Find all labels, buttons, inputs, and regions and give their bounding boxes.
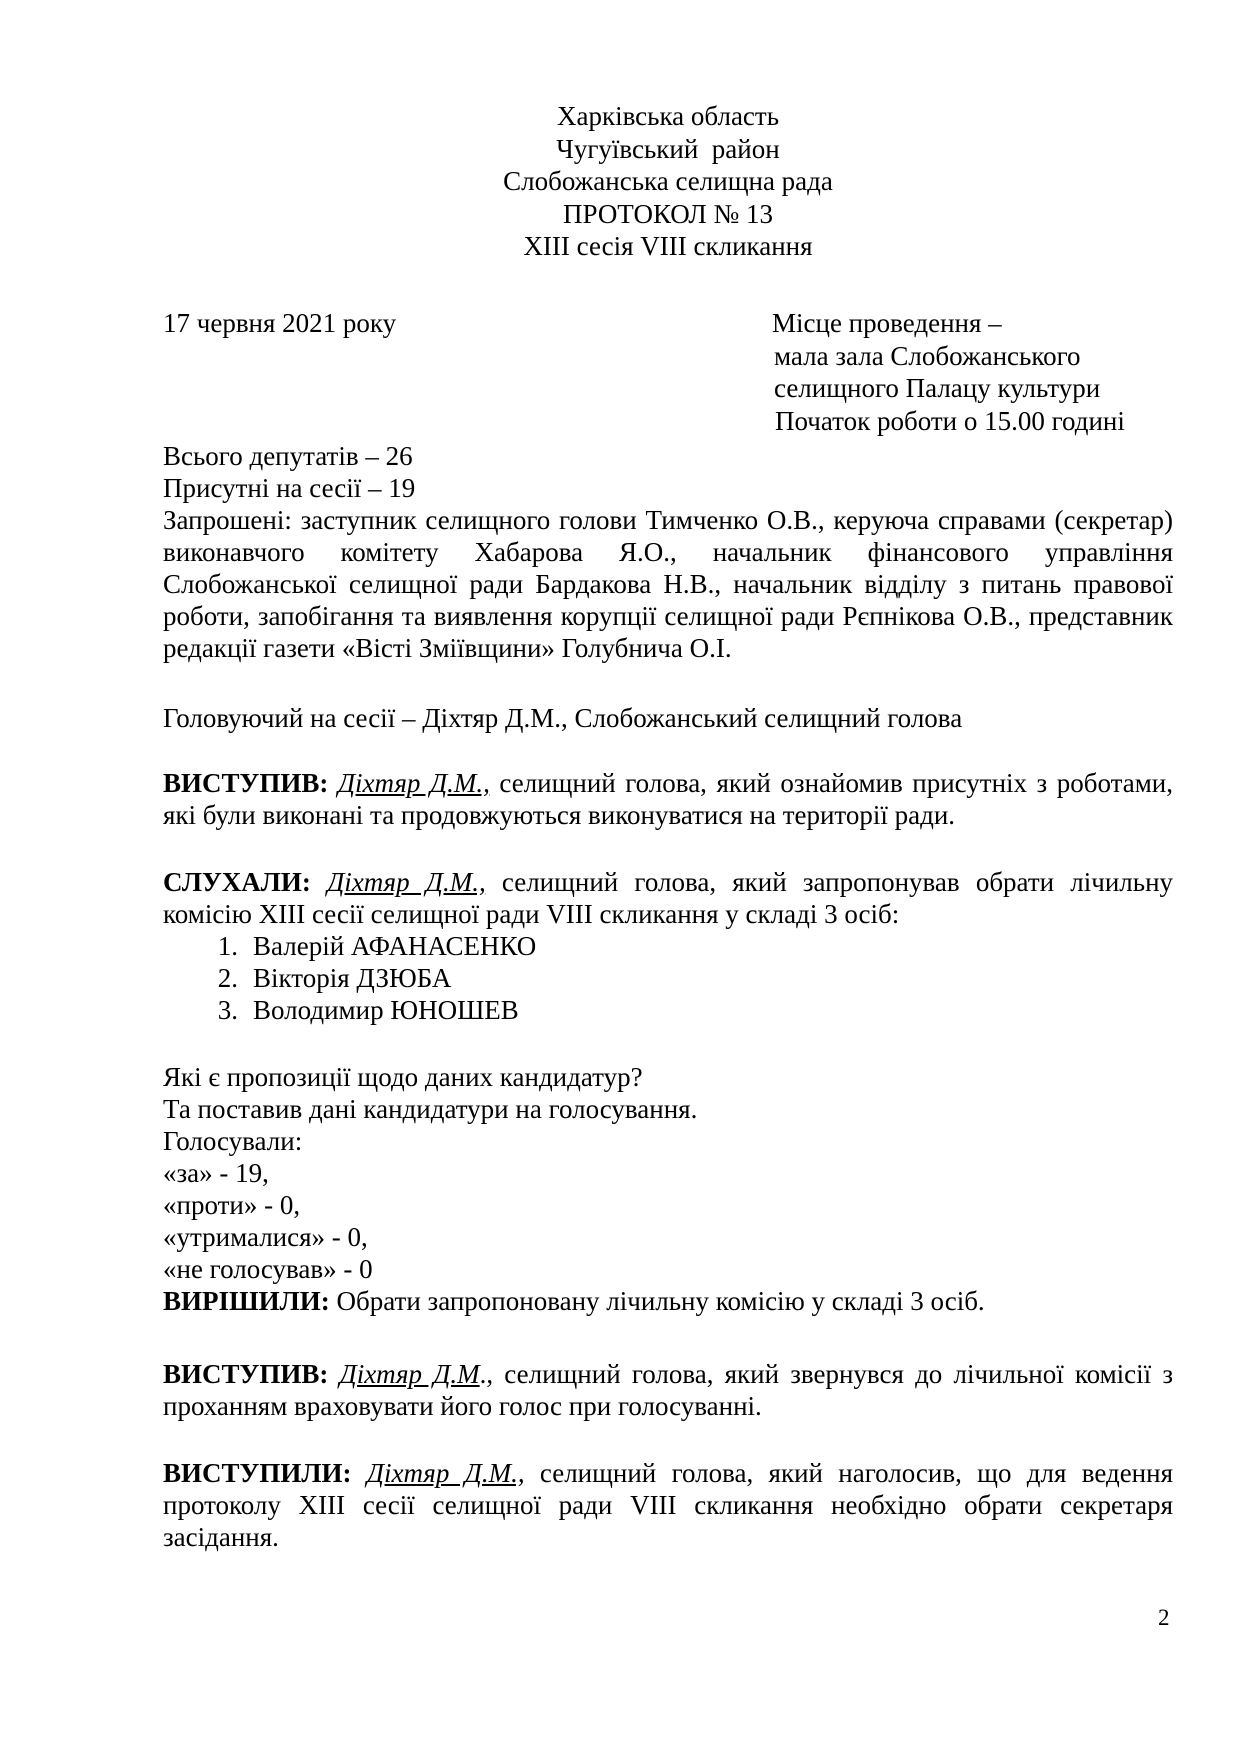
venue-line-3: селищного Палацу культури: [774, 373, 1101, 403]
item-text: ., селищний голова, який звернувся до лічильної комісії з проханням враховувати його голос при голосуванні.: [163, 1359, 1174, 1421]
list-number: 2.: [217, 963, 238, 993]
list-item: [163, 994, 1173, 1026]
speech-item-3: [163, 1358, 1173, 1422]
vote-block: [163, 1061, 1173, 1317]
chair-line: Головуючий на сесії – Діхтяр Д.М., Слобожанський селищний голова: [163, 703, 963, 733]
total-deputies: Всього депутатів – 26: [163, 441, 413, 471]
venue-block: [772, 307, 1125, 437]
item-label: СЛУХАЛИ:: [163, 867, 311, 897]
list-number: 1.: [217, 931, 238, 961]
decision-label: ВИРІШИЛИ:: [163, 1286, 330, 1316]
protocol-title: ПРОТОКОЛ № 13: [562, 198, 774, 229]
vote-question: Які є пропозиції щодо даних кандидатур?: [163, 1062, 643, 1092]
venue-line-1: Місце проведення –: [772, 308, 1002, 338]
meeting-date: 17 червня 2021 року: [163, 308, 397, 338]
invited-paragraph: Запрошені: заступник селищного голови Тимченко О.В., керуюча справами (секретар) виконавчого комітету Хабарова Я.О., начальник фінансового управління Слобожанської селищної ради Бардакова Н.В., начальник відділу з питань правової роботи, запобігання та виявлення корупції селищної ради Рєпнікова О.В., представник редакції газети «Вісті Зміївщини» Голубнича О.І.: [163, 505, 1173, 663]
vote-heading: Голосували:: [163, 1126, 303, 1156]
district-line: Чугуївський район: [556, 133, 780, 164]
venue-line-2: мала зала Слобожанського: [774, 340, 1081, 371]
vote-for: «за» - 19,: [163, 1158, 269, 1188]
list-item: [163, 962, 1173, 994]
candidate-name: Володимир ЮНОШЕВ: [253, 995, 519, 1025]
item-text: селищний голова, який наголосив, що для ведення протоколу XIII сесії селищної ради VIII скликання необхідно обрати секретаря засідання.: [163, 1458, 1173, 1552]
document-header: [163, 100, 1173, 263]
speaker-name: Діхтяр Д.М.,: [366, 1458, 525, 1488]
present-deputies: Присутні на сесії – 19: [163, 473, 416, 503]
item-text: селищний голова, який ознайомив присутніх з роботами, які були виконані та продовжуються виконуватися на території ради.: [163, 768, 1174, 830]
item-label: ВИСТУПИВ:: [163, 1359, 329, 1389]
list-number: 3.: [217, 995, 238, 1025]
speaker-name: Діхтяр Д.М.,: [327, 867, 486, 897]
candidate-name: Валерій АФАНАСЕНКО: [253, 931, 537, 961]
speaker-name: Діхтяр Д.М.,: [337, 768, 490, 798]
decision-line: [163, 1285, 1173, 1317]
heard-paragraph: [163, 866, 1173, 930]
page-number: 2: [1158, 1605, 1170, 1630]
list-item: [163, 930, 1173, 962]
vote-novote: «не голосував» - 0: [163, 1254, 373, 1284]
item-text: селищний голова, який запропонував обрати лічильну комісію XIII сесії селищної ради VIII скликання у складі 3 осіб:: [163, 867, 1174, 929]
session-line: XIII сесія VIII скликання: [523, 231, 813, 261]
candidate-list: [163, 930, 1173, 1026]
item-label: ВИСТУПИЛИ:: [163, 1458, 352, 1488]
speech-item-4: [163, 1457, 1173, 1553]
region-line: Харківська область: [556, 101, 780, 131]
item-label: ВИСТУПИВ:: [163, 768, 329, 798]
candidate-name: Вікторія ДЗЮБА: [253, 963, 452, 993]
council-line: Слобожанська селищна рада: [503, 166, 833, 196]
speaker-name: Діхтяр Д.М: [339, 1359, 480, 1389]
attendance-block: [163, 440, 1173, 664]
vote-against: «проти» - 0,: [163, 1190, 301, 1220]
start-time: Початок роботи о 15.00 годині: [775, 405, 1125, 436]
vote-put: Та поставив дані кандидатури на голосування.: [163, 1094, 698, 1124]
decision-text: Обрати запропоновану лічильну комісію у складі 3 осіб.: [329, 1286, 985, 1316]
vote-abstain: «утрималися» - 0,: [163, 1222, 368, 1252]
speech-item-1: [163, 767, 1173, 831]
heard-item: [163, 866, 1173, 1026]
